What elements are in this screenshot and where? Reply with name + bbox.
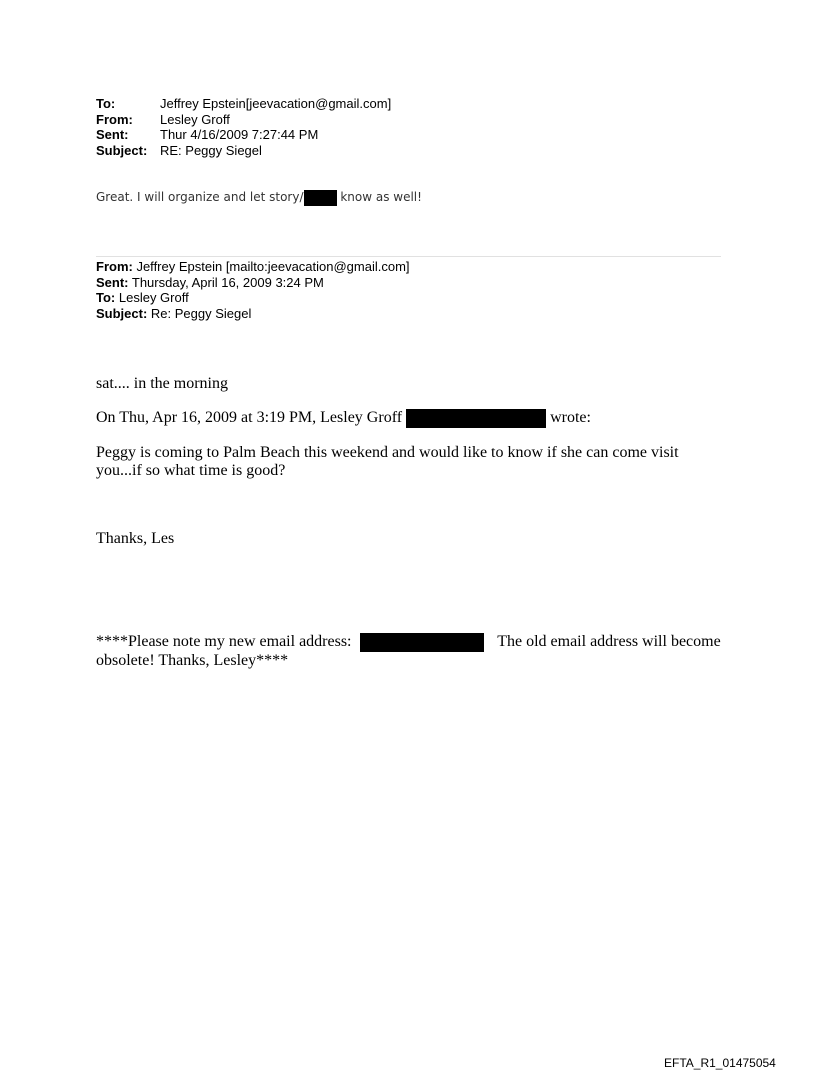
quoted-to-row xyxy=(96,290,410,306)
note-after: The old email address will become xyxy=(493,633,721,651)
reply-text-after: know as well! xyxy=(336,190,422,204)
body-note xyxy=(96,633,721,670)
redaction-box xyxy=(360,633,484,652)
quoted-header xyxy=(96,259,410,321)
body-line-morning: sat.... in the morning xyxy=(96,375,228,392)
quoted-sent-label: Sent: xyxy=(96,274,129,290)
quoted-from-value: Jeffrey Epstein [mailto:jeevacation@gmail.com] xyxy=(132,259,410,274)
attribution-after: wrote: xyxy=(546,409,591,427)
quoted-sent-value: Thursday, April 16, 2009 3:24 PM xyxy=(128,274,324,290)
request-line-1: Peggy is coming to Palm Beach this weekend and would like to know if she can come visit xyxy=(96,444,679,461)
email-header xyxy=(96,96,391,158)
redaction-box xyxy=(406,409,546,428)
quoted-subject-value: Re: Peggy Siegel xyxy=(147,305,252,321)
to-value: Jeffrey Epstein[jeevacation@gmail.com] xyxy=(160,96,392,111)
quoted-from-label: From: xyxy=(96,259,133,274)
body-thanks: Thanks, Les xyxy=(96,530,175,547)
quoted-sent-row xyxy=(96,275,410,291)
quoted-subject-label: Subject: xyxy=(96,305,148,321)
reply-text-before: Great. I will organize and let story/ xyxy=(96,190,304,204)
quoted-to-value: Lesley Groff xyxy=(115,290,189,305)
request-line-2: you...if so what time is good? xyxy=(96,462,286,479)
header-sent-row xyxy=(96,127,391,143)
attribution-before: On Thu, Apr 16, 2009 at 3:19 PM, Lesley Groff xyxy=(96,409,407,427)
sent-label: Sent: xyxy=(96,127,129,142)
quoted-from-row xyxy=(96,259,410,275)
header-to-row xyxy=(96,96,391,112)
separator-line xyxy=(96,256,721,257)
header-subject-row xyxy=(96,143,391,159)
quoted-subject-row xyxy=(96,306,410,322)
to-label: To: xyxy=(96,96,116,111)
quoted-to-label: To: xyxy=(96,290,116,305)
note-line-1 xyxy=(96,633,721,652)
header-from-row xyxy=(96,112,391,128)
from-label: From: xyxy=(96,111,133,127)
body-line-attribution xyxy=(96,409,591,428)
reply-text xyxy=(96,189,422,206)
subject-value: RE: Peggy Siegel xyxy=(160,142,262,158)
subject-label: Subject: xyxy=(96,142,148,158)
from-value: Lesley Groff xyxy=(160,111,230,127)
bates-number: EFTA_R1_01475054 xyxy=(664,1056,776,1070)
body-paragraph-request xyxy=(96,444,679,480)
redaction-box xyxy=(304,190,337,206)
note-line-2: obsolete! Thanks, Lesley**** xyxy=(96,652,289,669)
note-before: ****Please note my new email address: xyxy=(96,633,356,651)
sent-value: Thur 4/16/2009 7:27:44 PM xyxy=(160,127,319,142)
